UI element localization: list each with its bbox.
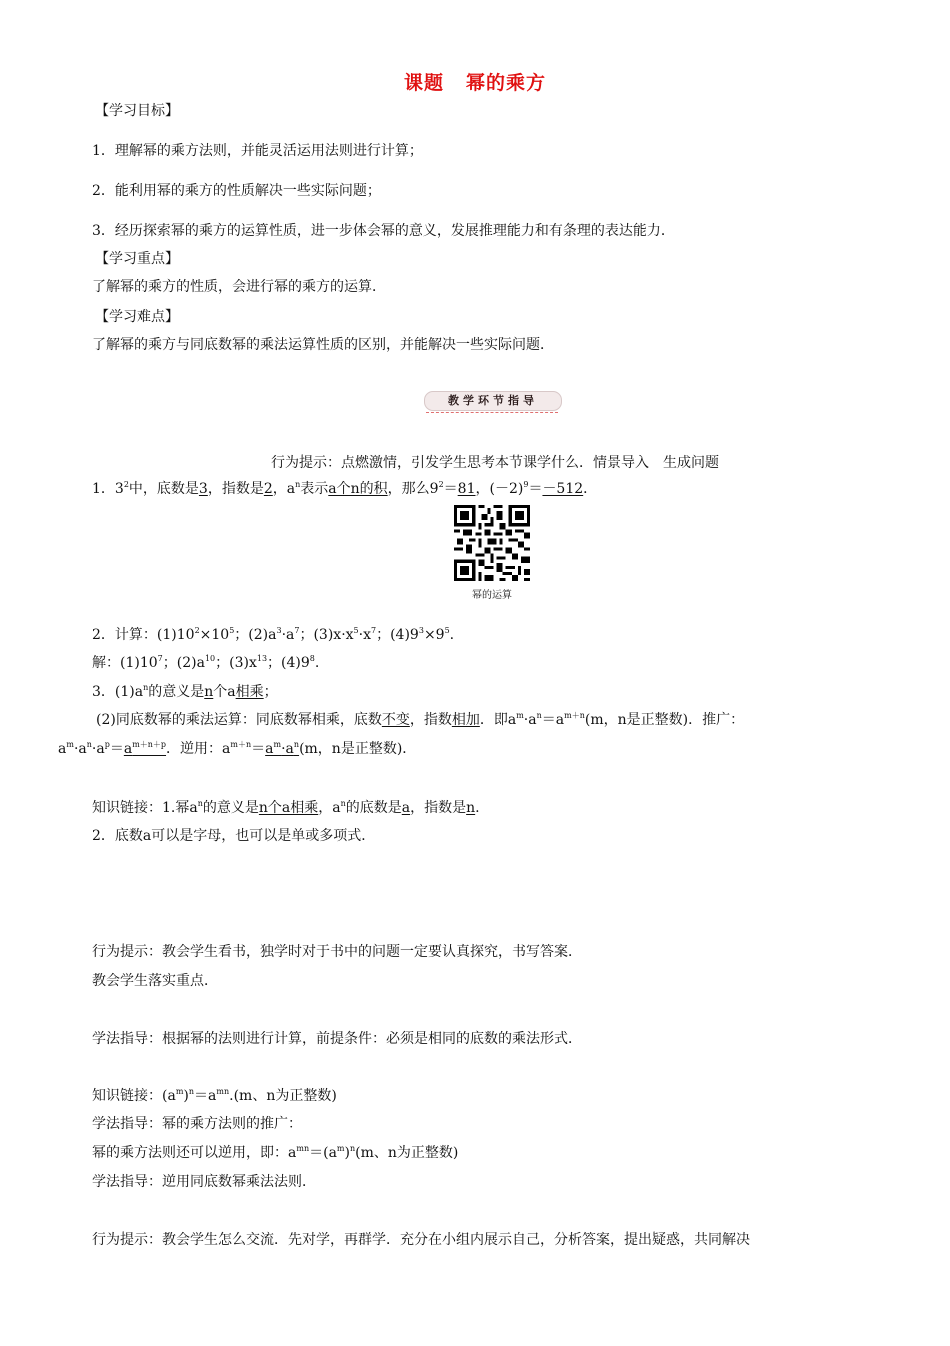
question-3-part-2: (2)同底数幂的乘法运算：同底数幂相乘，底数不变，指数相加．即$a^m\cdot a^n=a^{m+n}(m$，n是正整数)．推广： <box>96 711 745 728</box>
qr-code-icon[interactable] <box>454 505 530 581</box>
solution-2: 解：$(1)10^7$；$(2)a^{10}$；$(3)x^{13}$；$(4)9^8$. <box>92 654 320 671</box>
title-part1: 课题 <box>403 72 444 94</box>
knowledge-link-2: 2．底数a可以是字母，也可以是单或多项式． <box>92 828 376 844</box>
banner-divider <box>426 412 558 413</box>
difficulty-text: 了解幂的乘方与同底数幂的乘法运算性质的区别，并能解决一些实际问题． <box>92 337 554 353</box>
difficulty-heading: 【学习难点】 <box>95 309 179 325</box>
knowledge-link-1: 知识链接：1.幂$a^n$的意义是n个a相乘，$a^n$的底数是a，指数是n. <box>92 799 480 816</box>
behavior-hint-2b: 教会学生落实重点． <box>92 973 218 989</box>
method-guide-3: 学法指导：逆用同底数幂乘法法则． <box>92 1174 316 1190</box>
method-guide-1: 学法指导：根据幂的法则进行计算，前提条件：必须是相同的底数的乘法形式． <box>92 1031 582 1047</box>
goal-item-2: 2．能利用幂的乘方的性质解决一些实际问题； <box>92 183 381 199</box>
behavior-hint-2a: 行为提示：教会学生看书，独学时对于书中的问题一定要认真探究，书写答案． <box>92 944 582 960</box>
section-banner <box>422 388 564 416</box>
behavior-hint-3: 行为提示：教会学生怎么交流．先对学，再群学．充分在小组内展示自己，分析答案，提出疑惑，共同解决 <box>92 1232 750 1248</box>
banner-text: 教学环节指导 <box>448 394 538 407</box>
focus-text: 了解幂的乘方的性质，会进行幂的乘方的运算． <box>92 279 386 295</box>
goal-item-1: 1．理解幂的乘方法则，并能灵活运用法则进行计算； <box>92 143 423 159</box>
inverse-rule: 幂的乘方法则还可以逆用，即：$a^{mn}=(a^m)^n(m$、n为正整数) <box>92 1144 459 1161</box>
page-title <box>0 68 950 95</box>
method-guide-2: 学法指导：幂的乘方法则的推广： <box>92 1116 302 1132</box>
qr-caption: 幂的运算 <box>472 590 512 601</box>
question-2: 2．计算：$(1)10^2\times 10^5$；$(2)a^3\cdot a^7$；$(3)x\cdot x^5\cdot x^7$；$(4)9^3\times 9^5$. <box>92 626 455 643</box>
question-3-part-1: 3．$(1)a^n$的意义是n个a相乘； <box>92 683 278 700</box>
question-1: 1．$3^2$中，底数是3，指数是2，$a^n$表示a个n的积，那么$9^2=81$，$(-2)^9=-512$． <box>92 480 598 497</box>
knowledge-link-3: 知识链接：$(a^m)^n=a^{mn}.(m$、n为正整数) <box>92 1087 337 1104</box>
focus-heading: 【学习重点】 <box>95 251 179 267</box>
goal-item-3: 3．经历探索幂的乘方的运算性质，进一步体会幂的意义，发展推理能力和有条理的表达能力． <box>92 223 675 239</box>
behavior-hint-1: 行为提示：点燃激情，引发学生思考本节课学什么．情景导入 生成问题 <box>271 455 719 471</box>
goals-heading: 【学习目标】 <box>95 103 179 119</box>
title-part2: 幂的乘方 <box>466 72 547 94</box>
question-3-part-3: $a^m\cdot a^n\cdot a^p=a^{m+n+p}$．逆用：$a^{m+n}=a^m\cdot a^n(m$，n是正整数)． <box>58 740 417 757</box>
